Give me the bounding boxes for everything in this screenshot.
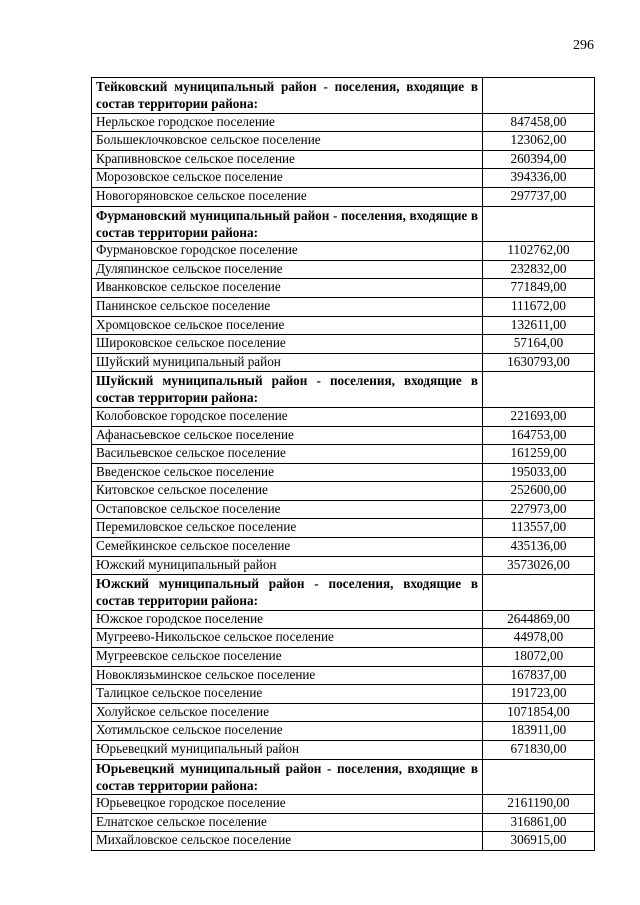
table-row: [92, 813, 595, 832]
amount-cell: [483, 78, 595, 114]
settlement-name-cell: Новоклязьминское сельское поселение: [92, 666, 483, 685]
section-title-cell: Юрьевецкий муниципальный район - поселения, входящие в состав территории района:: [92, 759, 483, 795]
settlement-name-cell: Морозовское сельское поселение: [92, 169, 483, 188]
table-row: [92, 482, 595, 501]
page-number: 296: [573, 38, 594, 53]
amount-cell: 2644869,00: [483, 610, 595, 629]
amount-cell: 435136,00: [483, 538, 595, 557]
amount-cell: 44978,00: [483, 629, 595, 648]
table-row: [92, 407, 595, 426]
table-row: [92, 648, 595, 667]
amount-cell: 260394,00: [483, 150, 595, 169]
settlement-name-cell: Юрьевецкое городское поселение: [92, 795, 483, 814]
section-title-cell: Шуйский муниципальный район - поселения, входящие в состав территории района:: [92, 372, 483, 408]
table-row: [92, 426, 595, 445]
amount-cell: 123062,00: [483, 132, 595, 151]
amount-cell: 252600,00: [483, 482, 595, 501]
table-row: [92, 150, 595, 169]
table-row: [92, 629, 595, 648]
table-row: [92, 741, 595, 760]
settlement-name-cell: Большеклочковское сельское поселение: [92, 132, 483, 151]
settlement-name-cell: Семейкинское сельское поселение: [92, 538, 483, 557]
amount-cell: 847458,00: [483, 113, 595, 132]
settlement-name-cell: Талицкое сельское поселение: [92, 685, 483, 704]
settlement-name-cell: Южское городское поселение: [92, 610, 483, 629]
amount-cell: 394336,00: [483, 169, 595, 188]
amount-cell: 2161190,00: [483, 795, 595, 814]
amount-cell: 1102762,00: [483, 242, 595, 261]
section-header-row: [92, 575, 595, 611]
settlements-table: [91, 77, 595, 851]
amount-cell: 3573026,00: [483, 556, 595, 575]
settlement-name-cell: Хромцовское сельское поселение: [92, 316, 483, 335]
settlement-name-cell: Хотимльское сельское поселение: [92, 722, 483, 741]
settlement-name-cell: Холуйское сельское поселение: [92, 703, 483, 722]
table-row: [92, 335, 595, 354]
settlement-name-cell: Мугреево-Никольское сельское поселение: [92, 629, 483, 648]
settlements-table-body: [92, 78, 595, 851]
amount-cell: 18072,00: [483, 648, 595, 667]
amount-cell: 232832,00: [483, 260, 595, 279]
table-row: [92, 500, 595, 519]
section-header-row: [92, 206, 595, 242]
settlement-name-cell: Колобовское городское поселение: [92, 407, 483, 426]
section-header-row: [92, 759, 595, 795]
section-title-cell: Южский муниципальный район - поселения, входящие в состав территории района:: [92, 575, 483, 611]
settlement-name-cell: Нерльское городское поселение: [92, 113, 483, 132]
settlement-name-cell: Юрьевецкий муниципальный район: [92, 741, 483, 760]
section-header-row: [92, 372, 595, 408]
table-row: [92, 795, 595, 814]
amount-cell: 191723,00: [483, 685, 595, 704]
settlement-name-cell: Афанасьевское сельское поселение: [92, 426, 483, 445]
settlement-name-cell: Васильевское сельское поселение: [92, 445, 483, 464]
settlement-name-cell: Остаповское сельское поселение: [92, 500, 483, 519]
amount-cell: 297737,00: [483, 187, 595, 206]
table-row: [92, 316, 595, 335]
amount-cell: 183911,00: [483, 722, 595, 741]
settlement-name-cell: Китовское сельское поселение: [92, 482, 483, 501]
settlement-name-cell: Елнатское сельское поселение: [92, 813, 483, 832]
amount-cell: 227973,00: [483, 500, 595, 519]
table-row: [92, 169, 595, 188]
amount-cell: 132611,00: [483, 316, 595, 335]
table-row: [92, 353, 595, 372]
settlement-name-cell: Иванковское сельское поселение: [92, 279, 483, 298]
table-row: [92, 538, 595, 557]
settlement-name-cell: Перемиловское сельское поселение: [92, 519, 483, 538]
table-row: [92, 703, 595, 722]
amount-cell: [483, 372, 595, 408]
settlement-name-cell: Новогоряновское сельское поселение: [92, 187, 483, 206]
settlement-name-cell: Южский муниципальный район: [92, 556, 483, 575]
amount-cell: 195033,00: [483, 463, 595, 482]
table-row: [92, 666, 595, 685]
amount-cell: 57164,00: [483, 335, 595, 354]
settlement-name-cell: Введенское сельское поселение: [92, 463, 483, 482]
settlement-name-cell: Панинское сельское поселение: [92, 297, 483, 316]
table-row: [92, 722, 595, 741]
amount-cell: [483, 759, 595, 795]
amount-cell: 221693,00: [483, 407, 595, 426]
amount-cell: 1071854,00: [483, 703, 595, 722]
amount-cell: 306915,00: [483, 832, 595, 851]
settlement-name-cell: Фурмановское городское поселение: [92, 242, 483, 261]
table-row: [92, 685, 595, 704]
table-row: [92, 445, 595, 464]
amount-cell: 1630793,00: [483, 353, 595, 372]
table-row: [92, 260, 595, 279]
table-row: [92, 187, 595, 206]
amount-cell: 771849,00: [483, 279, 595, 298]
table-row: [92, 132, 595, 151]
amount-cell: 167837,00: [483, 666, 595, 685]
settlement-name-cell: Михайловское сельское поселение: [92, 832, 483, 851]
table-row: [92, 297, 595, 316]
section-title-cell: Фурмановский муниципальный район - поселения, входящие в состав территории района:: [92, 206, 483, 242]
amount-cell: 316861,00: [483, 813, 595, 832]
amount-cell: 164753,00: [483, 426, 595, 445]
settlement-name-cell: Дуляпинское сельское поселение: [92, 260, 483, 279]
settlement-name-cell: Шуйский муниципальный район: [92, 353, 483, 372]
amount-cell: [483, 575, 595, 611]
section-header-row: [92, 78, 595, 114]
table-row: [92, 610, 595, 629]
table-row: [92, 242, 595, 261]
amount-cell: 671830,00: [483, 741, 595, 760]
section-title-cell: Тейковский муниципальный район - поселения, входящие в состав территории района:: [92, 78, 483, 114]
amount-cell: [483, 206, 595, 242]
settlement-name-cell: Широковское сельское поселение: [92, 335, 483, 354]
table-row: [92, 519, 595, 538]
amount-cell: 113557,00: [483, 519, 595, 538]
amount-cell: 111672,00: [483, 297, 595, 316]
table-row: [92, 463, 595, 482]
table-row: [92, 279, 595, 298]
amount-cell: 161259,00: [483, 445, 595, 464]
table-row: [92, 832, 595, 851]
settlement-name-cell: Мугреевское сельское поселение: [92, 648, 483, 667]
settlement-name-cell: Крапивновское сельское поселение: [92, 150, 483, 169]
table-row: [92, 556, 595, 575]
table-row: [92, 113, 595, 132]
